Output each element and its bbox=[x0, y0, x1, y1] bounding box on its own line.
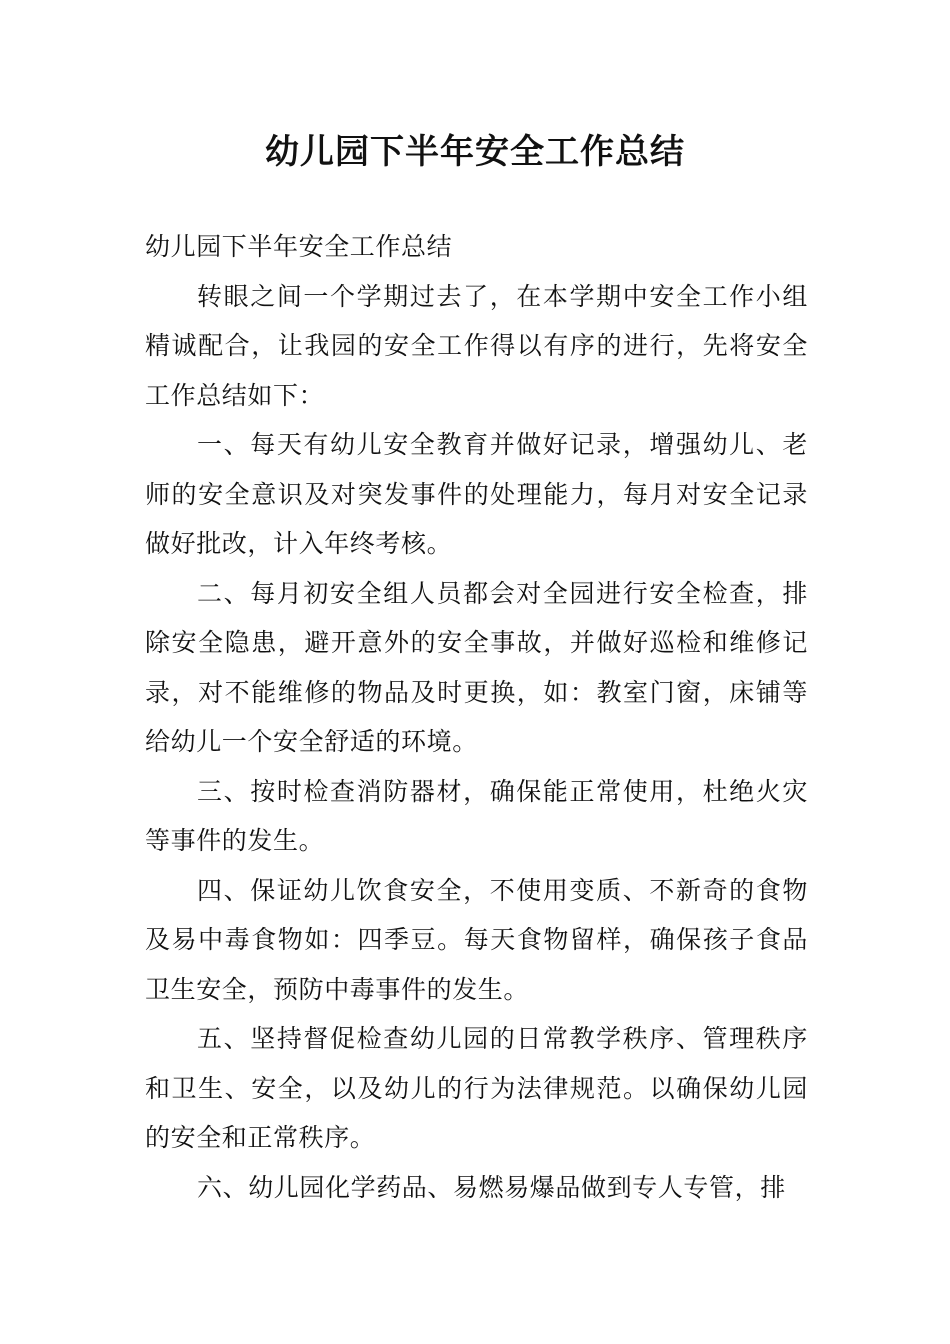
document-title: 幼儿园下半年安全工作总结 bbox=[265, 132, 685, 172]
paragraph-item-3: 三、按时检查消防器材，确保能正常使用，杜绝火灾等事件的发生。 bbox=[145, 776, 808, 855]
paragraph-item-4: 四、保证幼儿饮食安全，不使用变质、不新奇的食物及易中毒食物如：四季豆。每天食物留样，确保孩子食品卫生安全，预防中毒事件的发生。 bbox=[145, 875, 808, 1004]
paragraph-intro: 转眼之间一个学期过去了，在本学期中安全工作小组精诚配合，让我园的安全工作得以有序的进行，先将安全工作总结如下： bbox=[145, 281, 808, 410]
paragraph-item-5: 五、坚持督促检查幼儿园的日常教学秩序、管理秩序和卫生、安全，以及幼儿的行为法律规范。以确保幼儿园的安全和正常秩序。 bbox=[145, 1024, 808, 1152]
paragraph-item-2: 二、每月初安全组人员都会对全园进行安全检查，排除安全隐患，避开意外的安全事故，并做好巡检和维修记录，对不能维修的物品及时更换，如：教室门窗，床铺等给幼儿一个安全舒适的环境。 bbox=[145, 578, 808, 756]
document-body bbox=[145, 222, 808, 1212]
document-subtitle: 幼儿园下半年安全工作总结 bbox=[145, 232, 453, 261]
paragraph-item-6: 六、幼儿园化学药品、易燃易爆品做到专人专管，排 bbox=[197, 1172, 786, 1202]
paragraph-item-1: 一、每天有幼儿安全教育并做好记录，增强幼儿、老师的安全意识及对突发事件的处理能力，每月对安全记录做好批改，计入年终考核。 bbox=[145, 430, 808, 558]
